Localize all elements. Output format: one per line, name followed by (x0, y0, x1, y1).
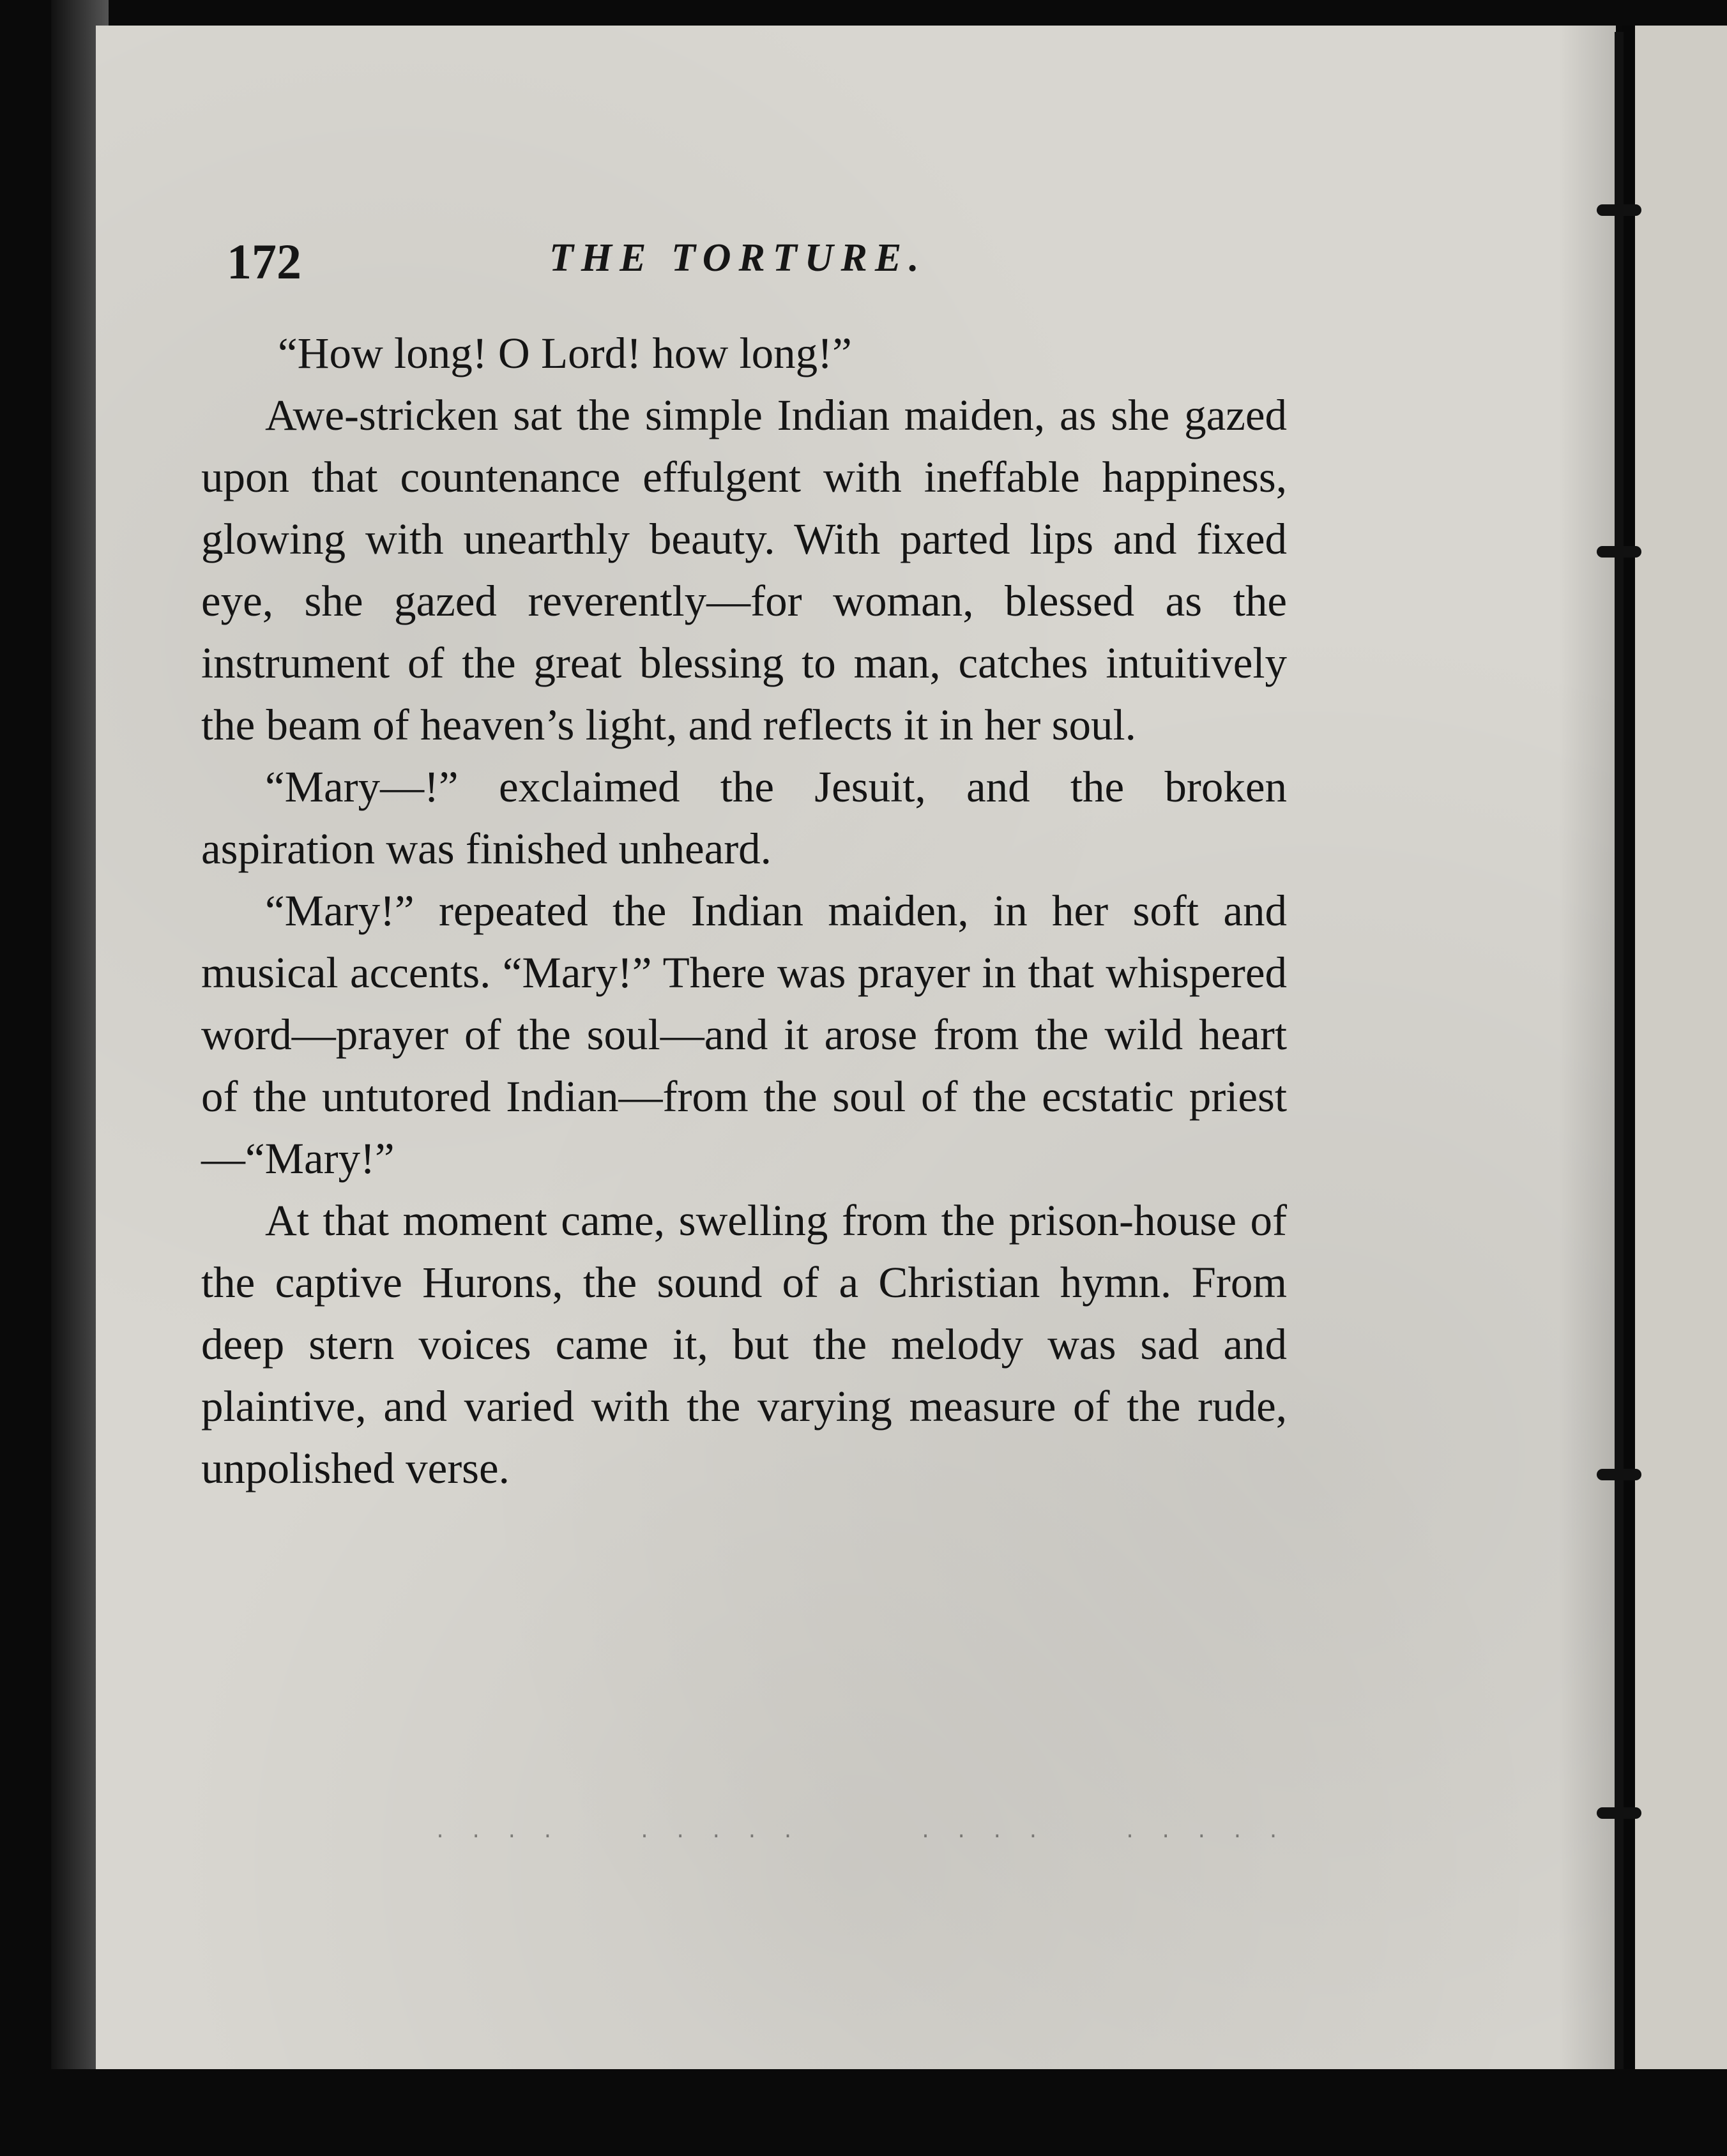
page-header (227, 233, 1479, 291)
paragraph: “How long! O Lord! how long!” (278, 329, 852, 377)
binding-stitch (1597, 1807, 1641, 1819)
show-through-marks: . . . . . (1124, 1820, 1286, 1842)
show-through-marks: . . . . (434, 1820, 560, 1842)
binding-spine (1615, 32, 1624, 2082)
scan-bottom-border (0, 2069, 1727, 2156)
show-through-marks: . . . . (920, 1820, 1046, 1842)
binding-stitch (1597, 1469, 1641, 1480)
gutter-shadow (1558, 26, 1635, 2069)
show-through-marks: . . . . . (639, 1820, 800, 1842)
facing-page-edge (1635, 26, 1727, 2107)
body-text (201, 323, 1287, 1499)
running-head: THE TORTURE. (549, 236, 927, 280)
paragraph: Awe-stricken sat the simple Indian maiden, as she gazed upon that countenance effulgent with ineffable happiness, glowing with unearthly beauty. With parted lips and fixed eye, she gazed reverently—for woman, blessed as the instrument of the great blessing to man, catches intuitively the beam of heaven’s light, and reflects it in her soul. (201, 391, 1287, 749)
binding-stitch (1597, 546, 1641, 558)
paragraph: “Mary—!” exclaimed the Jesuit, and the broken aspiration was finished unheard. (201, 763, 1287, 873)
page-number: 172 (227, 234, 301, 289)
paragraph: “Mary!” repeated the Indian maiden, in her soft and musical accents. “Mary!” There was prayer in that whispered word—prayer of the soul—and it arose from the wild heart of the untutored Indian—from the soul of the ecstatic priest—“Mary!” (201, 886, 1287, 1183)
binding-stitch (1597, 204, 1641, 216)
paragraph: At that moment came, swelling from the prison-house of the captive Hurons, the sound of a Christian hymn. From deep stern voices came it, but the melody was sad and plaintive, and varied with the varying measure of the rude, unpolished verse. (201, 1196, 1287, 1492)
